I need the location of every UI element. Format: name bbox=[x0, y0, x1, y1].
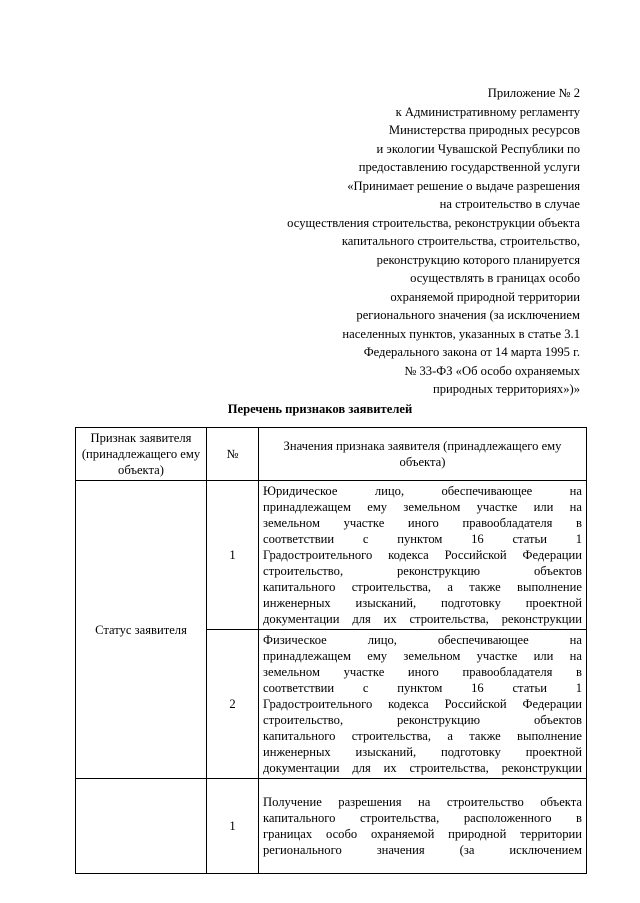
row-number: 1 bbox=[207, 481, 259, 630]
row-value bbox=[259, 779, 587, 874]
header-attribute: Признак заявителя (принадлежащего ему объекта) bbox=[76, 428, 207, 481]
row-number: 1 bbox=[207, 779, 259, 874]
appendix-line: осуществлять в границах особо bbox=[410, 271, 580, 285]
value-line: соответствии с пунктом 16 статьи 1 bbox=[263, 532, 582, 546]
applicant-attributes-table bbox=[75, 427, 587, 874]
appendix-line: населенных пунктов, указанных в статье 3.1 bbox=[342, 326, 580, 341]
table-header-row bbox=[76, 428, 587, 481]
value-line: соответствии с пунктом 16 статьи 1 bbox=[263, 681, 582, 695]
value-line: строительство, реконструкцию объектов bbox=[263, 713, 582, 727]
attribute-cell bbox=[76, 779, 207, 874]
value-line: капитального строительства, а также выполнение bbox=[263, 729, 582, 743]
appendix-line: и экологии Чувашской Республики по bbox=[376, 141, 580, 156]
appendix-line: природных территориях»)» bbox=[432, 382, 580, 396]
appendix-line: к Административному регламенту bbox=[395, 104, 580, 119]
row-value bbox=[259, 630, 587, 779]
value-line: инженерных изысканий, подготовку проектной bbox=[263, 596, 582, 610]
value-line: Градостроительного кодекса Российской Федерации bbox=[263, 697, 582, 711]
value-line: принадлежащем ему земельном участке или на bbox=[263, 500, 582, 514]
appendix-line: осуществления строительства, реконструкции объекта bbox=[287, 215, 580, 230]
attribute-status: Статус заявителя bbox=[76, 481, 207, 779]
appendix-line: Министерства природных ресурсов bbox=[388, 123, 580, 137]
appendix-line: № 33-ФЗ «Об особо охраняемых bbox=[404, 363, 580, 378]
value-line: Получение разрешения на строительство объекта bbox=[263, 795, 582, 809]
appendix-line: предоставлению государственной услуги bbox=[358, 160, 580, 174]
appendix-header bbox=[287, 84, 580, 399]
appendix-line: регионального значения (за исключением bbox=[356, 308, 580, 322]
value-line: принадлежащем ему земельном участке или на bbox=[263, 649, 582, 663]
value-line: регионального значения (за исключением bbox=[263, 843, 582, 857]
value-line: документации для их строительства, реконструкции bbox=[263, 761, 582, 775]
row-value bbox=[259, 481, 587, 630]
appendix-line: Приложение № 2 bbox=[487, 86, 580, 100]
value-line: Градостроительного кодекса Российской Федерации bbox=[263, 548, 582, 562]
value-line: Юридическое лицо, обеспечивающее на bbox=[263, 484, 582, 498]
appendix-line: на строительство в случае bbox=[439, 197, 580, 211]
value-line: документации для их строительства, реконструкции bbox=[263, 612, 582, 626]
header-number: № bbox=[207, 428, 259, 481]
value-line: Физическое лицо, обеспечивающее на bbox=[263, 633, 582, 647]
table-row bbox=[76, 481, 587, 630]
row-number: 2 bbox=[207, 630, 259, 779]
value-line: капитального строительства, расположенного в bbox=[263, 811, 582, 825]
appendix-line: капитального строительства, строительство, bbox=[341, 234, 580, 248]
appendix-line: «Принимает решение о выдаче разрешения bbox=[347, 178, 580, 193]
value-line: инженерных изысканий, подготовку проектной bbox=[263, 745, 582, 759]
list-title: Перечень признаков заявителей bbox=[227, 402, 413, 416]
appendix-line: Федерального закона от 14 марта 1995 г. bbox=[363, 345, 580, 359]
value-line: границах особо охраняемой природной территории bbox=[263, 827, 582, 841]
table-row bbox=[76, 779, 587, 874]
value-line: строительство, реконструкцию объектов bbox=[263, 564, 582, 578]
appendix-line: охраняемой природной территории bbox=[390, 289, 580, 304]
value-line: земельном участке иного правообладателя в bbox=[263, 516, 582, 530]
value-line: капитального строительства, а также выполнение bbox=[263, 580, 582, 594]
appendix-line: реконструкцию которого планируется bbox=[376, 252, 580, 267]
value-line: земельном участке иного правообладателя в bbox=[263, 665, 582, 679]
header-value: Значения признака заявителя (принадлежащего ему объекта) bbox=[259, 428, 587, 481]
